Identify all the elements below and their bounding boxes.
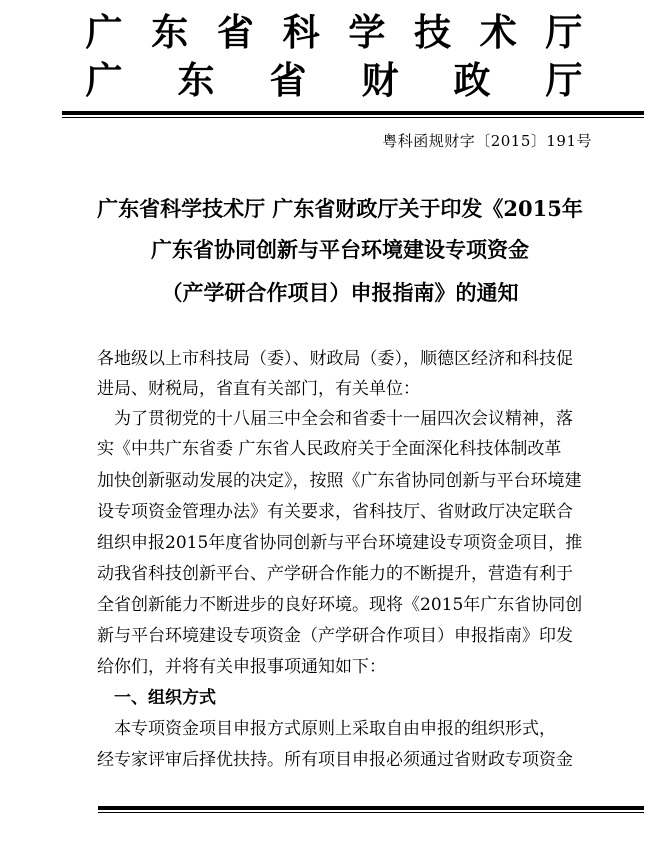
org-char: 省 [216, 10, 254, 54]
org-char: 术 [479, 10, 517, 54]
org-char: 政 [453, 58, 491, 102]
body-line: 经专家评审后择优扶持。所有项目申报必须通过省财政专项资金 [97, 750, 573, 770]
body-line: 动我省科技创新平台、产学研合作能力的不断提升，营造有利于 [97, 564, 573, 584]
org-char: 东 [151, 10, 189, 54]
body-line: 加快创新驱动发展的决定》，按照《广东省协同创新与平台环境建 [97, 471, 582, 491]
body-line: 设专项资金管理办法》有关要求，省科技厅、省财政厅决定联合 [97, 502, 573, 522]
org-char: 技 [414, 10, 452, 54]
issuing-org-line-1 [84, 12, 584, 52]
header-rule-thin [62, 117, 644, 118]
org-char: 省 [269, 58, 307, 102]
title-line-3: （产学研合作项目）申报指南》的通知 [161, 280, 519, 305]
addressee-line: 进局、财税局，省直有关部门，有关单位： [97, 379, 420, 399]
org-char: 科 [282, 10, 320, 54]
org-char: 厅 [545, 58, 583, 102]
body-line: 组织申报2015年度省协同创新与平台环境建设专项资金项目，推 [97, 533, 583, 553]
org-char: 学 [348, 10, 386, 54]
body-line: 给你们，并将有关申报事项通知如下： [97, 657, 386, 677]
title-line-1: 广东省科学技术厅 广东省财政厅关于印发《2015年 [97, 196, 583, 221]
issuing-org-line-2 [84, 60, 584, 100]
body-line: 全省创新能力不断进步的良好环境。现将《2015年广东省协同创 [97, 595, 583, 615]
body-line: 为了贯彻党的十八届三中全会和省委十一届四次会议精神，落 [97, 409, 573, 429]
org-char: 东 [177, 58, 215, 102]
document-number: 粤科函规财字〔2015〕191号 [382, 132, 592, 150]
org-char: 广 [85, 58, 123, 102]
body-line: 本专项资金项目申报方式原则上采取自由申报的组织形式， [97, 719, 556, 739]
header-rule-thick [62, 111, 644, 115]
org-char: 财 [361, 58, 399, 102]
body-line: 新与平台环境建设专项资金（产学研合作项目）申报指南》印发 [97, 626, 573, 646]
body-line: 实《中共广东省委 广东省人民政府关于全面深化科技体制改革 [97, 439, 562, 459]
footer-rule-thick [98, 806, 644, 810]
addressee-line: 各地级以上市科技局（委）、财政局（委），顺德区经济和科技促 [97, 349, 573, 369]
org-char: 厅 [545, 10, 583, 54]
org-char: 广 [85, 10, 123, 54]
title-line-2: 广东省协同创新与平台环境建设专项资金 [151, 237, 529, 262]
footer-rule-thin [98, 812, 644, 813]
section-heading: 一、组织方式 [97, 688, 216, 708]
